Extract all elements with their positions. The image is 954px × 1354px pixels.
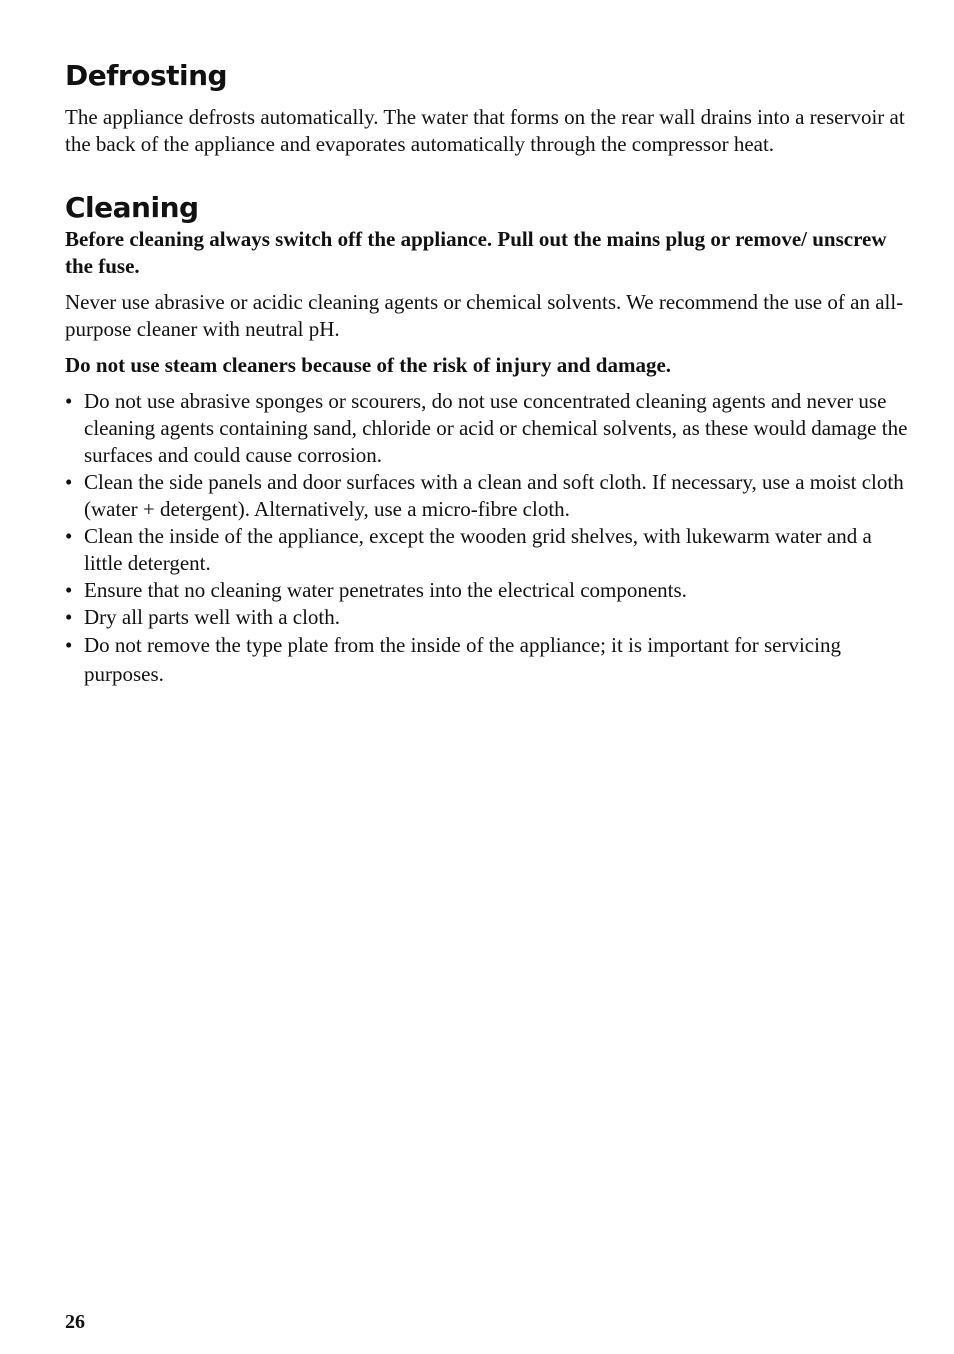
defrosting-text: The appliance defrosts automatically. The water that forms on the rear wall drains into a reservoir at the back of the appliance and evaporates automatically through the compressor heat. (65, 105, 905, 156)
cleaning-warning: Before cleaning always switch off the appliance. Pull out the mains plug or remove/ unscrew the fuse. (65, 227, 887, 278)
cleaning-section (65, 190, 910, 689)
list-item (65, 523, 910, 577)
bullet-icon: • (65, 633, 73, 657)
page-number: 26 (65, 1311, 85, 1333)
list-item-text: Ensure that no cleaning water penetrates into the electrical components. (84, 578, 687, 602)
cleaning-heading: Cleaning (65, 191, 199, 224)
bullet-icon: • (65, 578, 73, 602)
list-item (65, 469, 910, 523)
list-item-text: Clean the inside of the appliance, except the wooden grid shelves, with lukewarm water and a little detergent. (84, 524, 872, 575)
list-item-text: Do not remove the type plate from the inside of the appliance; it is important for servicing purposes. (84, 633, 841, 686)
bullet-icon: • (65, 524, 73, 548)
list-item (65, 577, 910, 604)
cleaning-agents-text: Never use abrasive or acidic cleaning agents or chemical solvents. We recommend the use of an all-purpose cleaner with neutral pH. (65, 290, 904, 341)
defrosting-heading: Defrosting (65, 59, 228, 92)
list-item-text: Dry all parts well with a cloth. (84, 605, 341, 629)
list-item-text: Clean the side panels and door surfaces with a clean and soft cloth. If necessary, use a moist cloth (water + detergent). Alternatively, use a micro-fibre cloth. (84, 470, 904, 521)
list-item-text: Do not use abrasive sponges or scourers, do not use concentrated cleaning agents and never use cleaning agents containing sand, chloride or acid or chemical solvents, as these would damage the surfaces and could cause corrosion. (84, 389, 908, 467)
defrosting-section (65, 58, 910, 158)
bullet-icon: • (65, 605, 73, 629)
bullet-icon: • (65, 389, 73, 413)
list-item (65, 388, 910, 469)
bullet-icon: • (65, 470, 73, 494)
cleaning-bullet-list (65, 388, 910, 689)
steam-cleaner-warning: Do not use steam cleaners because of the risk of injury and damage. (65, 353, 672, 377)
list-item (65, 631, 910, 689)
manual-page (65, 58, 910, 689)
list-item (65, 604, 910, 631)
